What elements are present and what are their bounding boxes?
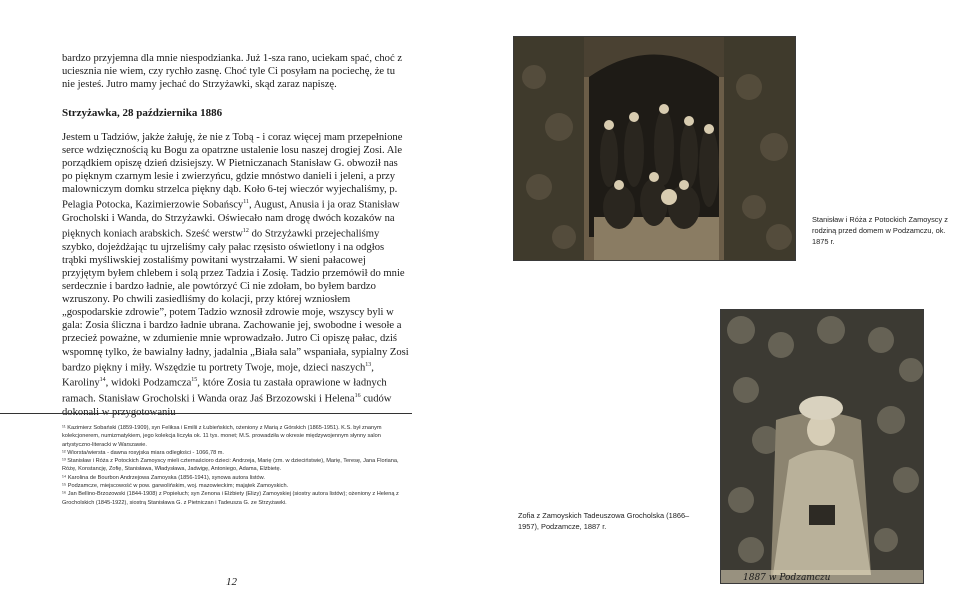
footnote-ref-12[interactable]: 12 — [242, 228, 249, 235]
footnote-16: ¹⁶ Jan Bellino-Brzozowski (1844-1908) z Popiełuch; syn Zenona i Elżbiety (Elizy) Zamoyskiej (siostry autora listów); ożeniony z Heleną z Grocholskich (1845-1922), siostrą Stanisława G. z Pietniczan i Tadeusza G. ze Strzyżawki. — [62, 491, 399, 506]
letter-text-2: , August, Anusia i ja oraz Stanisław Grocholski i Wanda, do Strzyżawki. Oświecało nam drogę dwóch kozaków na pięknych koniach arabskich. Sześć werstw — [62, 200, 400, 240]
photo-inscription: 1887 w Podzamczu — [743, 573, 831, 583]
letter-heading: Strzyżawka, 28 października 1886 — [62, 107, 223, 119]
page-number: 12 — [226, 576, 237, 588]
letter-text-4: , Karoliny — [62, 362, 374, 389]
footnote-ref-16[interactable]: 16 — [354, 392, 361, 399]
letter-text-1: Jestem u Tadziów, jakże żałuję, że nie z Tobą - i coraz więcej mam przepełnione serce wdzięcznością ku Bogu za opatrzne ustalenie losu naszej drogiej Zosi. Ale porządkiem opiszę dzień dzisiejszy. W Pietniczanach Stanisław G. obwoził nas po pięknym czarnym lesie i zwierzyńcu, gdzie mnóstwo danieli i jeleni, a przy malowniczym domku strzelca piękny dąb. Koło 6-tej wieczór wyjechaliśmy, p. Pelagia Potocka, Kazimierzowie Sobańscy — [62, 132, 403, 211]
footnote-14: ¹⁴ Karolina de Bourbon Andrzejowa Zamoyska (1856-1941), synowa autora listów. — [62, 474, 265, 481]
right-page — [478, 0, 956, 613]
footnote-divider — [0, 413, 412, 414]
footnote-15: ¹⁵ Podzamcze, miejscowość w pow. garwolińskim, woj. mazowieckim; majątek Zamoyskich. — [62, 483, 289, 490]
letter-text-7: cudów dokonali w przygotowaniu — [62, 393, 392, 418]
caption-portrait-photo: Zofia z Zamoyskich Tadeuszowa Grocholska (1866–1957), Podzamcze, 1887 r. — [518, 511, 690, 531]
footnote-11: ¹¹ Kazimierz Sobański (1859-1909), syn Feliksa i Emilii z Łubieńskich, ożeniony z Marią z Górskich (1865-1951). K.S. był znanym kolekcjonerem, numizmatykiem, jego kolekcja liczyła ok. 11 tys. monet; M.S. prowadziła w okresie międzywojennym słynny salon artystyczno-literacki w Warszawie. — [62, 425, 382, 448]
letter-text-3: do Strzyżawki przejechaliśmy szybko, dojeżdżając tu ujrzeliśmy cały pałac rzęsisto oświetlony i na odgłos trąbki myśliwskiej zostaliśmy powitani wystrzałami. W sieni pałacowej przyjętym byłem chlebem i solą przez Tadzia i Zosię. Tadzio przemówił do mnie serdecznie i bardzo ładnie, ale powtórzyć Ci nie zdołam, bo byłem bardzo wzruszony. Po chwili zasiedliśmy do kolacji, przy której wzniosłem „gospodarskie zdrowie”, potem Tadzio wznosił zdrowie moje, wszyscy byli w gala: Zosia śliczna i bardzo ładnie ubrana. Zachowanie jej, swobodne i wesołe a przecież poważne, w zdumienie mnie wprowadzało. Jutro Ci opiszę pałac, dziś wspomnę tylko, że bawialny ładny, jadalnia „Biała sala” wspaniała, sypialny Zosi bardzo piękny i miły. Wszędzie tu portrety Twoje, moje, dzieci naszych — [62, 228, 409, 374]
intro-paragraph — [62, 52, 410, 91]
portrait-photo-image — [721, 310, 924, 584]
footnote-ref-11[interactable]: 11 — [243, 199, 249, 206]
footnote-ref-15[interactable]: 15 — [191, 377, 198, 384]
letter-body — [62, 131, 410, 419]
footnote-12: ¹² Wiorsta/wiersta - dawna rosyjska miara odległości - 1066,78 m. — [62, 449, 224, 456]
footnotes — [62, 424, 412, 507]
letter-text-5: , widoki Podzamcza — [105, 377, 192, 389]
footnote-ref-14[interactable]: 14 — [99, 377, 106, 384]
footnote-ref-13[interactable]: 13 — [365, 361, 372, 368]
footnote-13: ¹³ Stanisław i Róża z Potockich Zamoyscy mieli czternaścioro dzieci: Andrzeja, Marię (zm. w dzieciństwie), Marię, Teresę, Jana Floriana, Różę, Konstancję, Zofię, Stanisława, Władysława, Jadwigę, Antoniego, Adama, Elżbietę. — [62, 458, 399, 473]
intro-text: bardzo przyjemna dla mnie niespodzianka. Już 1-sza rano, uciekam spać, choć z uciesznia nie wiem, czy rychło zasnę. Choć tyle Ci posyłam na pociechę, że tu nie jesteś. Jutro mamy jechać do Strzyżawki, skąd zaraz napiszę. — [62, 53, 403, 91]
letter-text-6: , które Zosia tu zastała oprawione w ładnych ramach. Stanisław Grocholski i Wanda oraz Jaś Brzozowski i Helena — [62, 377, 387, 405]
caption-family-photo: Stanisław i Róża z Potockich Zamoyscy z rodziną przed domem w Podzamczu, ok. 1875 r. — [812, 215, 948, 246]
letter-paragraph — [62, 131, 410, 419]
family-photo — [513, 36, 796, 261]
family-photo-image — [514, 37, 796, 261]
portrait-photo — [720, 309, 924, 584]
